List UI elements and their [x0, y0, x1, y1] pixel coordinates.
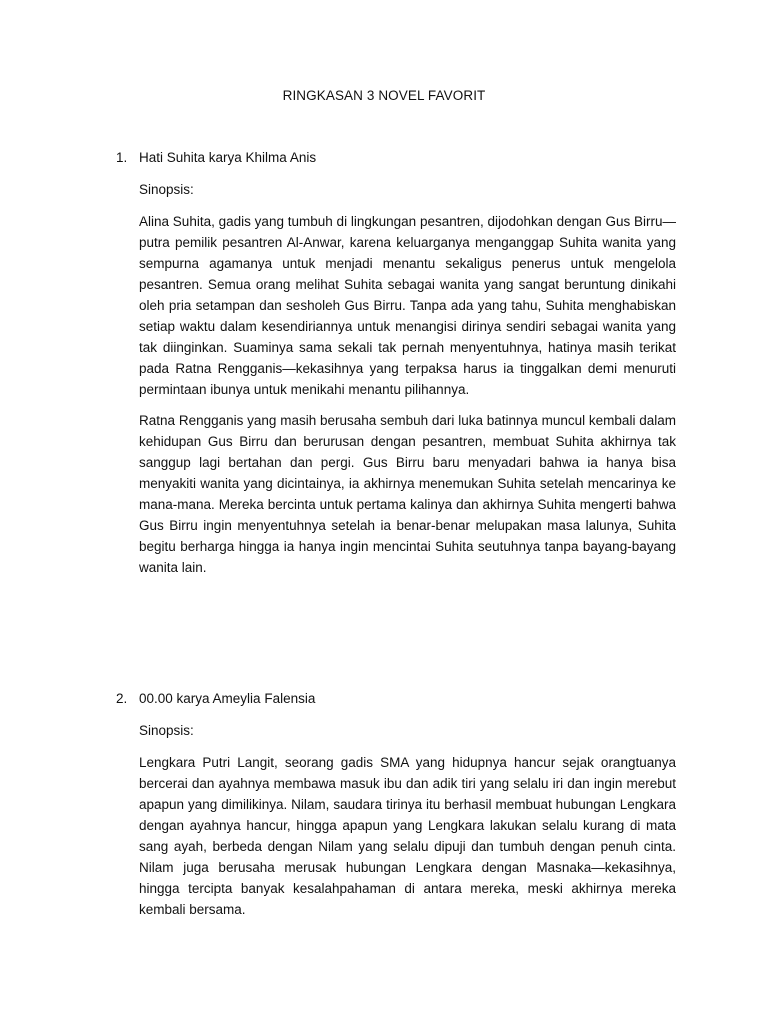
sinopsis-label: Sinopsis: — [139, 723, 194, 738]
list-item — [116, 148, 676, 578]
synopsis-paragraph: Lengkara Putri Langit, seorang gadis SMA yang hidupnya hancur sejak orangtuanya bercerai dan ayahnya membawa masuk ibu dan adik tiri yang selalu iri dan ingin merebut apapun yang dimilikinya. Nilam, saudara tirinya itu berhasil membuat hubungan Lengkara dengan ayahnya hancur, hingga apapun yang Lengkara lakukan selalu kurang di mata sang ayah, berbeda dengan Nilam yang selalu dipuji dan tumbuh dengan penuh cinta. Nilam juga berusaha merusak hubungan Lengkara dengan Masnaka—kekasihnya, hingga tercipta banyak kesalahpahaman di antara mereka, meski akhirnya mereka kembali bersama. — [139, 755, 676, 917]
list-item-heading — [116, 689, 676, 709]
list-item-number: 2. — [116, 691, 128, 706]
novel-title: Hati Suhita karya Khilma Anis — [139, 150, 317, 165]
synopsis-paragraph: Ratna Rengganis yang masih berusaha sembuh dari luka batinnya muncul kembali dalam kehidupan Gus Birru dan berurusan dengan pesantren, membuat Suhita akhirnya tak sanggup lagi bertahan dan pergi. Gus Birru baru menyadari bahwa ia hanya bisa menyakiti wanita yang dicintainya, ia akhirnya menemukan Suhita setelah mencarinya ke mana-mana. Mereka bercinta untuk pertama kalinya dan akhirnya Suhita mengerti bahwa Gus Birru ingin menyentuhnya setelah ia benar-benar melupakan masa lalunya, Suhita begitu berharga hingga ia hanya ingin mencintai Suhita seutuhnya tanpa bayang-bayang wanita lain. — [139, 413, 676, 575]
document-title: RINGKASAN 3 NOVEL FAVORIT — [282, 88, 486, 103]
list-item-number: 1. — [116, 150, 128, 165]
novel-title: 00.00 karya Ameylia Falensia — [139, 691, 316, 706]
synopsis-paragraph: Alina Suhita, gadis yang tumbuh di lingkungan pesantren, dijodohkan dengan Gus Birru—putra pemilik pesantren Al-Anwar, karena keluarganya menganggap Suhita wanita yang sempurna agamanya untuk menjadi menantu sekaligus penerus untuk mengelola pesantren. Semua orang melihat Suhita sebagai wanita yang sangat beruntung dinikahi oleh pria setampan dan sesholeh Gus Birru. Tanpa ada yang tahu, Suhita menghabiskan setiap waktu dalam kesendiriannya untuk menangisi dirinya sendiri sebagai wanita yang tak diinginkan. Suaminya sama sekali tak pernah menyentuhnya, hatinya masih terikat pada Ratna Rengganis—kekasihnya yang terpaksa harus ia tinggalkan demi menuruti permintaan ibunya untuk menikahi menantu pilihannya. — [139, 214, 676, 397]
sinopsis-label: Sinopsis: — [139, 182, 194, 197]
list-item — [116, 689, 676, 920]
list-item-heading — [116, 148, 676, 168]
